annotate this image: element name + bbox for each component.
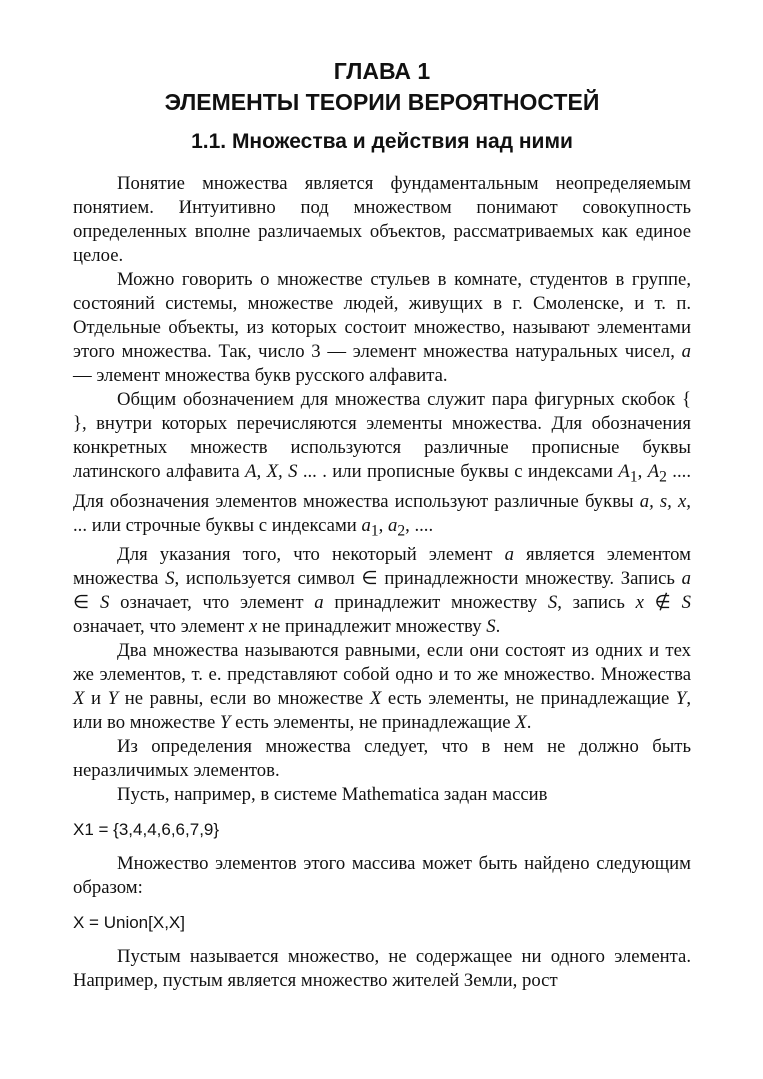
math-var: A, X, S bbox=[245, 461, 298, 482]
math-var: S bbox=[547, 592, 558, 614]
text-run: — элемент множества букв русского алфавита. bbox=[73, 365, 448, 386]
math-var: a bbox=[504, 544, 514, 566]
math-var: Y bbox=[219, 712, 231, 734]
math-var: S bbox=[486, 616, 496, 638]
text-run: , запись bbox=[557, 592, 636, 614]
text-run: .... Для обозначения элементов множества используют различные буквы bbox=[73, 461, 691, 512]
code-line-2: X = Union[X,X] bbox=[73, 913, 185, 933]
math-var: Y bbox=[107, 688, 119, 710]
text-run: ... или строчные буквы с индексами bbox=[73, 514, 362, 536]
math-var: X bbox=[73, 688, 85, 710]
text-run: Можно говорить о множестве стульев в комнате, студентов в группе, состояний системы, множестве людей, живущих в г. Смоленске, и т. п. Отдельные объекты, из которых состоит множество, называют элементами этого множества. Так, число 3 — элемент множества натуральных чисел, bbox=[73, 269, 691, 362]
text-run: ∉ bbox=[643, 592, 682, 614]
math-var: a, s, x, bbox=[639, 490, 691, 512]
text-run: не равны, если во множестве bbox=[118, 688, 370, 710]
math-subscript: 2 bbox=[659, 468, 667, 486]
text-run: не принадлежит множеству bbox=[257, 616, 487, 638]
chapter-number: ГЛАВА 1 bbox=[333, 58, 431, 84]
text-run: ∈ bbox=[73, 592, 101, 614]
paragraph-1: Понятие множества является фундаментальным неопределяемым понятием. Интуитивно под множеством понимают совокупность определенных вполне различаемых объектов, рассматриваемых как единое целое. bbox=[73, 173, 691, 266]
math-subscript: 2 bbox=[397, 522, 406, 540]
page bbox=[73, 56, 691, 993]
text-run: принадлежит множеству bbox=[323, 592, 548, 614]
math-var: A bbox=[647, 461, 660, 482]
section-title: 1.1. Множества и действия над ними bbox=[191, 130, 573, 153]
text-run: и bbox=[84, 688, 108, 710]
paragraph-7: Пусть, например, в системе Mathematica задан массив bbox=[117, 784, 548, 806]
text-run: Два множества называются равными, если они состоят из одних и тех же элементов, т. е. представляют собой одно и то же множество. Множества bbox=[73, 640, 691, 686]
code-line-1: X1 = {3,4,4,6,6,7,9} bbox=[73, 820, 220, 840]
text-run: есть элементы, не принадлежащие bbox=[381, 688, 676, 710]
text-run: , bbox=[378, 514, 388, 536]
math-var: S bbox=[165, 568, 175, 590]
math-subscript: 1 bbox=[370, 522, 379, 540]
text-run: . bbox=[526, 712, 532, 734]
math-subscript: 1 bbox=[629, 468, 638, 486]
text-run: означает, что элемент bbox=[73, 616, 249, 638]
text-run: , bbox=[637, 461, 648, 482]
paragraph-4 bbox=[73, 543, 691, 639]
text-run: Общим обозначением для множества служит пара фигурных скобок { }, внутри которых перечисляются элементы множества. Для обозначения конкретных множеств используются различные прописные буквы латинского алфавита bbox=[73, 389, 691, 482]
text-run: есть элементы, не принадлежащие bbox=[230, 712, 516, 734]
math-var: a bbox=[681, 341, 691, 362]
text-run: , или во множестве bbox=[73, 688, 691, 734]
chapter-title: ЭЛЕМЕНТЫ ТЕОРИИ ВЕРОЯТНОСТЕЙ bbox=[164, 89, 600, 115]
text-run: является элементом множества bbox=[73, 544, 691, 590]
paragraph-8: Множество элементов этого массива может быть найдено следующим образом: bbox=[73, 853, 691, 899]
text-run: , используется символ ∈ принадлежности множеству. Запись bbox=[174, 568, 682, 590]
math-var: X bbox=[515, 712, 527, 734]
text-run: . bbox=[495, 616, 501, 638]
math-var: a bbox=[681, 568, 691, 590]
math-var: a bbox=[314, 592, 324, 614]
math-var: x bbox=[248, 616, 258, 638]
paragraph-9: Пустым называется множество, не содержащее ни одного элемента. Например, пустым является множество жителей Земли, рост bbox=[73, 946, 691, 992]
math-var: S bbox=[100, 592, 110, 614]
math-var: x bbox=[635, 592, 644, 614]
math-var: A bbox=[618, 461, 630, 482]
math-var: S bbox=[681, 592, 692, 614]
math-var: Y bbox=[675, 688, 687, 710]
paragraph-2 bbox=[73, 268, 691, 388]
math-var: a bbox=[387, 514, 398, 536]
paragraph-5 bbox=[73, 639, 691, 735]
math-var: a bbox=[361, 514, 371, 536]
text-run: Для указания того, что некоторый элемент bbox=[117, 544, 505, 566]
text-run: , .... bbox=[405, 514, 434, 536]
text-run: ... . или прописные буквы с индексами bbox=[297, 461, 619, 482]
text-run: означает, что элемент bbox=[109, 592, 315, 614]
math-var: X bbox=[369, 688, 382, 710]
paragraph-3 bbox=[73, 388, 691, 543]
paragraph-6: Из определения множества следует, что в нем не должно быть неразличимых элементов. bbox=[73, 736, 691, 782]
